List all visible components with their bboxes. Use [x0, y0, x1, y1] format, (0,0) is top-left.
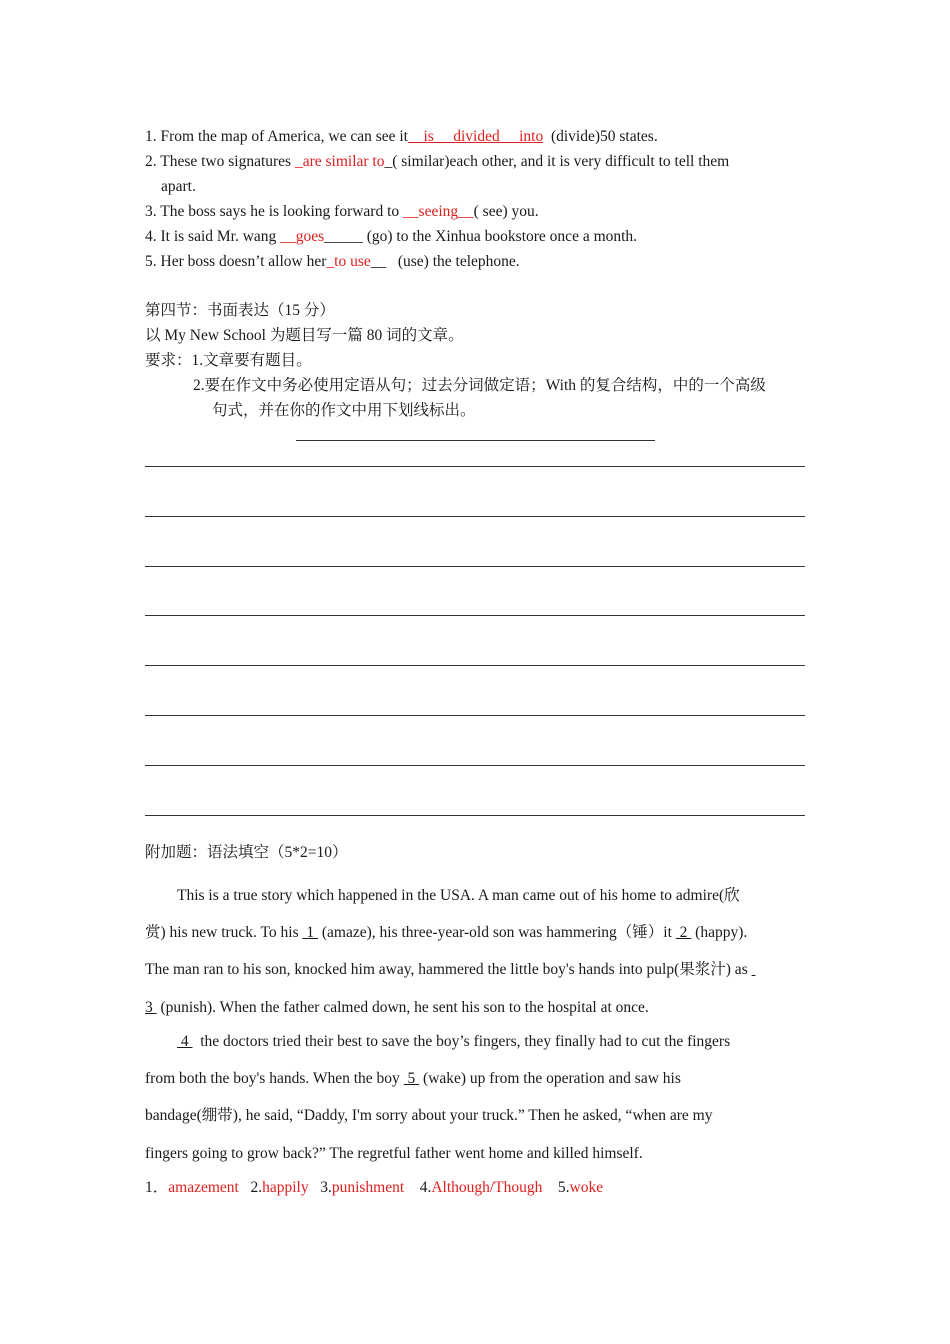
passage-line: 3 (punish). When the father calmed down, he sent his son to the hospital at once. [145, 999, 649, 1016]
exercise-2-continued: apart. [161, 178, 196, 195]
passage-line: bandage(绷带), he said, “Daddy, I'm sorry about your truck.” Then he asked, “when are my [145, 1107, 713, 1124]
writing-requirement-2: 2.要在作文中务必使用定语从句；过去分词做定语；With 的复合结构，中的一个高级 [193, 377, 766, 394]
answer-key-1: amazement [168, 1179, 239, 1196]
answer-3: __seeing__ [403, 203, 474, 220]
writing-heading: 第四节：书面表达（15 分） [145, 302, 335, 319]
passage-line: 赏) his new truck. To his 1 (amaze), his three-year-old son was hammering（锤）it 2 (happy). [145, 924, 748, 941]
exercise-3: 3. The boss says he is looking forward to __seeing__( see) you. [145, 203, 539, 220]
answer-line[interactable] [145, 665, 805, 666]
answer-2: _are similar to [294, 153, 385, 170]
answer-key-5: woke [569, 1179, 604, 1196]
blank-2: 2 [675, 924, 692, 941]
writing-requirement-1: 要求：1.文章要有题目。 [145, 352, 312, 369]
passage-line: This is a true story which happened in the USA. A man came out of his home to admire(欣 [177, 887, 740, 904]
answer-key-3: punishment [331, 1179, 405, 1196]
blank-5: 5 [403, 1070, 420, 1087]
answer-line[interactable] [145, 815, 805, 816]
answer-line[interactable] [145, 566, 805, 567]
exercise-5: 5. Her boss doesn’t allow her_to use__ (use) the telephone. [145, 253, 520, 270]
passage-line: The man ran to his son, knocked him away, hammered the little boy's hands into pulp(果浆汁) as [145, 961, 752, 978]
answer-key-4: Although/Though [431, 1179, 543, 1196]
title-blank-line[interactable] [296, 440, 655, 441]
answer-key: 1．amazement 2.happily 3.punishment 4.Although/Though 5.woke [145, 1179, 604, 1196]
answer-5: _to use [326, 253, 371, 270]
writing-requirement-2-continued: 句式，并在你的作文中用下划线标出。 [212, 402, 476, 419]
exercise-4: 4. It is said Mr. wang __goes_____ (go) to the Xinhua bookstore once a month. [145, 228, 638, 245]
answer-4: __goes [280, 228, 325, 245]
writing-prompt: 以 My New School 为题目写一篇 80 词的文章。 [145, 327, 464, 344]
blank-3: 3 [145, 999, 157, 1016]
answer-line[interactable] [145, 516, 805, 517]
answer-1: __is__ divided __into [408, 128, 544, 145]
blank-4: 4 [177, 1033, 193, 1050]
blank-1: 1 [302, 924, 318, 941]
answer-line[interactable] [145, 466, 805, 467]
answer-line[interactable] [145, 715, 805, 716]
bonus-heading: 附加题：语法填空（5*2=10） [145, 844, 348, 861]
exercise-2: 2. These two signatures _are similar to_( similar)each other, and it is very difficult to tell them [145, 153, 730, 170]
passage-line: from both the boy's hands. When the boy 5 (wake) up from the operation and saw his [145, 1070, 681, 1087]
passage-line: fingers going to grow back?” The regretful father went home and killed himself. [145, 1145, 643, 1162]
answer-line[interactable] [145, 765, 805, 766]
passage-line: 4 the doctors tried their best to save the boy’s fingers, they finally had to cut the fingers [177, 1033, 731, 1050]
exercise-1: 1. From the map of America, we can see it__is__ divided __into (divide)50 states. [145, 128, 658, 145]
answer-line[interactable] [145, 615, 805, 616]
answer-key-2: happily [262, 1179, 309, 1196]
